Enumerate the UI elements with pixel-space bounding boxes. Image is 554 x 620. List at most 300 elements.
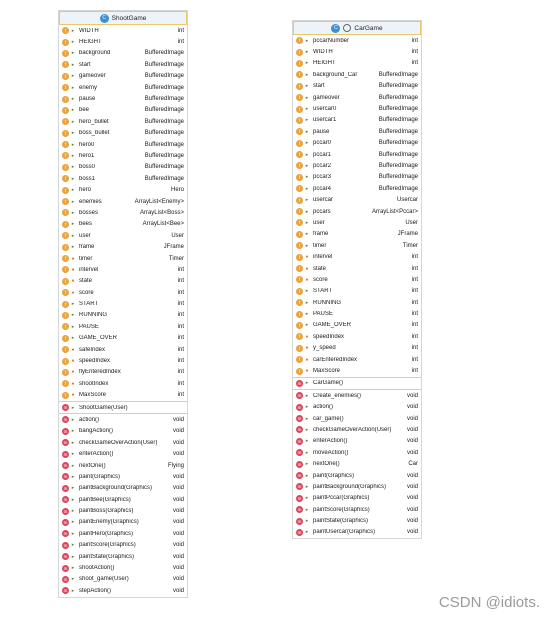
modifier-icon: ▸ (71, 130, 75, 137)
member-type: int (411, 368, 418, 375)
member-type: Hero (170, 187, 184, 194)
field-row[interactable] (59, 333, 187, 344)
field-row[interactable] (59, 276, 187, 287)
member-name: GAME_OVER (79, 335, 118, 342)
method-row[interactable] (59, 414, 187, 425)
method-row[interactable] (59, 460, 187, 471)
method-icon: m (63, 565, 68, 571)
member-name: paintState(Graphics) (313, 518, 369, 525)
method-row[interactable] (293, 527, 421, 538)
modifier-icon: ▸ (71, 576, 75, 583)
member-name: pccar2 (313, 162, 332, 169)
method-icon: m (63, 554, 68, 560)
member-type: void (406, 449, 418, 456)
modifier-icon: ▸ (71, 141, 75, 148)
member-type: User (171, 232, 184, 239)
member-type: int (177, 346, 184, 353)
private-lock-icon: ● (305, 333, 309, 340)
modifier-icon: ▸ (71, 221, 75, 228)
field-row[interactable] (293, 81, 421, 92)
member-name: score (79, 289, 94, 296)
methods-section (293, 390, 421, 538)
member-type: void (406, 529, 418, 536)
member-type: BufferedImage (378, 174, 418, 181)
method-row[interactable] (293, 504, 421, 515)
field-row[interactable] (59, 150, 187, 161)
method-row[interactable] (293, 493, 421, 504)
field-icon: f (62, 118, 69, 125)
field-row[interactable] (59, 139, 187, 150)
method-row[interactable] (59, 585, 187, 596)
member-name: MaxScore (313, 368, 341, 375)
modifier-icon: ▸ (305, 438, 309, 445)
modifier-icon: ▸ (71, 508, 75, 515)
member-name: GAME_OVER (313, 322, 352, 329)
member-type: void (172, 451, 184, 458)
field-icon: f (296, 140, 303, 147)
field-row[interactable] (59, 105, 187, 116)
member-name: user (313, 219, 325, 226)
field-icon: f (62, 335, 69, 342)
field-row[interactable] (59, 173, 187, 184)
modifier-icon: ▸ (305, 219, 309, 226)
member-name: enemies (79, 198, 102, 205)
member-type: void (172, 439, 184, 446)
field-icon: f (62, 255, 69, 262)
method-icon: m (297, 495, 302, 501)
member-type: void (406, 495, 418, 502)
method-row[interactable] (59, 483, 187, 494)
member-type: int (177, 27, 184, 34)
method-row[interactable] (59, 517, 187, 528)
member-name: user (79, 232, 91, 239)
field-row[interactable] (59, 344, 187, 355)
field-row[interactable] (293, 320, 421, 331)
field-row[interactable] (59, 390, 187, 401)
modifier-icon: ▸ (71, 496, 75, 503)
field-icon: f (296, 128, 303, 135)
method-row[interactable] (293, 447, 421, 458)
member-type: BufferedImage (378, 185, 418, 192)
member-name: WIDTH (79, 27, 99, 34)
member-type: int (177, 312, 184, 319)
member-type: Timer (168, 255, 184, 262)
member-name: state (313, 265, 327, 272)
member-type: ArrayList<Boss> (139, 209, 184, 216)
method-row[interactable] (293, 402, 421, 413)
field-row[interactable] (59, 59, 187, 70)
field-icon: f (296, 219, 303, 226)
member-name: pccar0 (313, 140, 332, 147)
modifier-icon: ▸ (71, 232, 75, 239)
modifier-icon: ▸ (305, 426, 309, 433)
member-name: usercar1 (313, 117, 337, 124)
modifier-icon: ▸ (305, 49, 309, 56)
field-row[interactable] (293, 115, 421, 126)
field-row[interactable] (293, 263, 421, 274)
member-type: BufferedImage (144, 164, 184, 171)
field-row[interactable] (293, 331, 421, 342)
method-row[interactable] (293, 390, 421, 401)
member-type: int (411, 356, 418, 363)
method-icon: m (63, 531, 68, 537)
field-row[interactable] (293, 365, 421, 376)
modifier-icon: ▸ (305, 495, 309, 502)
member-type: BufferedImage (144, 152, 184, 159)
field-row[interactable] (59, 241, 187, 252)
field-icon: f (62, 164, 69, 171)
member-type: Timer (402, 242, 418, 249)
member-type: void (406, 506, 418, 513)
field-row[interactable] (59, 128, 187, 139)
modifier-icon: ▸ (305, 404, 309, 411)
member-name: background_Car (313, 71, 358, 78)
field-row[interactable] (293, 286, 421, 297)
field-row[interactable] (59, 355, 187, 366)
modifier-icon: ▸ (305, 449, 309, 456)
field-row[interactable] (59, 321, 187, 332)
member-type: ArrayList<Pccar> (371, 208, 418, 215)
field-row[interactable] (59, 48, 187, 59)
method-row[interactable] (59, 540, 187, 551)
member-type: void (172, 576, 184, 583)
field-row[interactable] (293, 240, 421, 251)
member-name: start (79, 61, 91, 68)
field-row[interactable] (293, 149, 421, 160)
field-row[interactable] (59, 264, 187, 275)
member-name: paintBackground(Graphics) (79, 485, 153, 492)
modifier-icon: ▸ (305, 242, 309, 249)
field-row[interactable] (59, 71, 187, 82)
field-icon: f (296, 265, 303, 272)
method-row[interactable] (293, 458, 421, 469)
field-row[interactable] (59, 287, 187, 298)
field-icon: f (296, 117, 303, 124)
constructor-row[interactable] (293, 378, 421, 389)
field-icon: f (62, 152, 69, 159)
member-type: JFrame (163, 244, 184, 251)
field-icon: f (296, 174, 303, 181)
method-row[interactable] (59, 471, 187, 482)
field-icon: f (296, 345, 303, 352)
member-type: BufferedImage (378, 162, 418, 169)
field-icon: f (62, 289, 69, 296)
member-name: hero (79, 187, 92, 194)
method-row[interactable] (293, 436, 421, 447)
modifier-icon: ▸ (305, 322, 309, 329)
modifier-icon: ▸ (305, 529, 309, 536)
member-type: void (406, 426, 418, 433)
field-icon: f (62, 175, 69, 182)
field-row[interactable] (59, 219, 187, 230)
field-icon: f (62, 73, 69, 80)
shootgame-class-box (58, 10, 188, 598)
member-type: void (172, 496, 184, 503)
member-name: paintScore(Graphics) (79, 542, 136, 549)
field-row[interactable] (293, 46, 421, 57)
modifier-icon: ▸ (305, 311, 309, 318)
field-icon: f (62, 130, 69, 137)
method-icon: m (297, 473, 302, 479)
modifier-icon: ▸ (305, 174, 309, 181)
private-lock-icon: ● (305, 265, 309, 272)
modifier-icon: ▸ (305, 197, 309, 204)
member-name: shootIndex (79, 380, 109, 387)
member-name: boss0 (79, 164, 96, 171)
field-row[interactable] (59, 25, 187, 36)
member-name: carEnteredIndex (313, 356, 358, 363)
field-row[interactable] (293, 206, 421, 217)
field-row[interactable] (59, 93, 187, 104)
member-type: int (177, 369, 184, 376)
class-title: ShootGame (111, 14, 147, 22)
field-row[interactable] (293, 229, 421, 240)
member-name: paintBackground(Graphics) (313, 483, 387, 490)
private-lock-icon: ● (305, 254, 309, 261)
method-row[interactable] (59, 528, 187, 539)
method-row[interactable] (59, 551, 187, 562)
field-icon: f (62, 198, 69, 205)
field-icon: f (62, 369, 69, 376)
method-icon: m (63, 440, 68, 446)
modifier-icon: ▸ (71, 301, 75, 308)
modifier-icon: ▸ (71, 312, 75, 319)
method-icon: m (297, 461, 302, 467)
field-row[interactable] (293, 251, 421, 262)
member-name: frame (313, 231, 329, 238)
field-row[interactable] (293, 69, 421, 80)
field-icon: f (296, 106, 303, 113)
modifier-icon: ▸ (71, 416, 75, 423)
member-type: void (406, 404, 418, 411)
field-icon: f (296, 94, 303, 101)
private-lock-icon: ● (71, 392, 75, 399)
field-icon: f (296, 231, 303, 238)
field-row[interactable] (59, 196, 187, 207)
field-row[interactable] (293, 274, 421, 285)
field-icon: f (62, 221, 69, 228)
field-icon: f (62, 312, 69, 319)
member-type: ArrayList<Enemy> (134, 198, 184, 205)
member-type: BufferedImage (144, 175, 184, 182)
member-name: enterAction() (79, 451, 114, 458)
member-name: bee (79, 107, 90, 114)
modifier-icon: ▸ (305, 185, 309, 192)
member-name: background (79, 50, 111, 57)
member-type: BufferedImage (144, 130, 184, 137)
method-icon: m (297, 380, 302, 386)
method-icon: m (63, 428, 68, 434)
modifier-icon: ▸ (305, 117, 309, 124)
member-type: int (411, 37, 418, 44)
method-row[interactable] (293, 481, 421, 492)
method-icon: m (297, 416, 302, 422)
member-name: CarGame() (313, 380, 344, 387)
field-row[interactable] (293, 160, 421, 171)
method-row[interactable] (293, 424, 421, 435)
method-icon: m (63, 417, 68, 423)
modifier-icon: ▸ (71, 553, 75, 560)
field-row[interactable] (59, 378, 187, 389)
member-type: void (406, 392, 418, 399)
field-icon: f (62, 232, 69, 239)
method-icon: m (297, 529, 302, 535)
field-row[interactable] (293, 343, 421, 354)
field-row[interactable] (293, 172, 421, 183)
member-name: paintPccar(Graphics) (313, 495, 370, 502)
member-name: bosses (79, 209, 99, 216)
field-row[interactable] (59, 116, 187, 127)
field-row[interactable] (59, 310, 187, 321)
member-type: ArrayList<Bee> (142, 221, 184, 228)
member-name: intervel (313, 254, 333, 261)
modifier-icon: ▸ (305, 380, 309, 387)
field-row[interactable] (293, 308, 421, 319)
method-icon: m (297, 450, 302, 456)
member-type: void (172, 542, 184, 549)
member-type: int (177, 278, 184, 285)
member-type: void (406, 518, 418, 525)
method-row[interactable] (59, 562, 187, 573)
field-row[interactable] (293, 297, 421, 308)
field-row[interactable] (293, 103, 421, 114)
field-row[interactable] (59, 230, 187, 241)
member-type: int (411, 49, 418, 56)
modifier-icon: ▸ (305, 37, 309, 44)
modifier-icon: ▸ (305, 94, 309, 101)
modifier-icon: ▸ (305, 128, 309, 135)
field-row[interactable] (293, 217, 421, 228)
field-row[interactable] (59, 162, 187, 173)
field-row[interactable] (293, 138, 421, 149)
modifier-icon: ▸ (71, 473, 75, 480)
member-type: void (172, 553, 184, 560)
class-icon: C (331, 24, 340, 33)
field-row[interactable] (293, 126, 421, 137)
method-row[interactable] (293, 413, 421, 424)
modifier-icon: ▸ (71, 96, 75, 103)
field-icon: f (62, 209, 69, 216)
field-row[interactable] (293, 354, 421, 365)
modifier-icon: ▸ (71, 462, 75, 469)
member-type: BufferedImage (144, 73, 184, 80)
member-name: frame (79, 244, 95, 251)
method-row[interactable] (293, 515, 421, 526)
constructors-section (293, 378, 421, 389)
modifier-icon: ▸ (305, 518, 309, 525)
member-type: void (172, 428, 184, 435)
field-row[interactable] (59, 207, 187, 218)
fields-section (59, 25, 187, 401)
member-type: int (411, 299, 418, 306)
field-row[interactable] (293, 194, 421, 205)
visibility-icon (343, 24, 351, 32)
member-name: bees (79, 221, 93, 228)
member-type: BufferedImage (144, 50, 184, 57)
member-type: BufferedImage (378, 140, 418, 147)
field-row[interactable] (59, 36, 187, 47)
modifier-icon: ▸ (305, 506, 309, 513)
field-icon: f (296, 276, 303, 283)
field-icon: f (62, 39, 69, 46)
member-type: JFrame (397, 231, 418, 238)
field-row[interactable] (293, 35, 421, 46)
member-type: void (172, 587, 184, 594)
member-name: car_game() (313, 415, 344, 422)
field-icon: f (62, 84, 69, 91)
private-lock-icon: ● (305, 345, 309, 352)
member-type: BufferedImage (144, 84, 184, 91)
modifier-icon: ▸ (71, 152, 75, 159)
field-row[interactable] (59, 253, 187, 264)
method-row[interactable] (59, 437, 187, 448)
field-row[interactable] (59, 367, 187, 378)
modifier-icon: ▸ (71, 209, 75, 216)
member-type: void (172, 508, 184, 515)
field-icon: f (296, 288, 303, 295)
field-icon: f (62, 244, 69, 251)
private-lock-icon: ● (71, 380, 75, 387)
modifier-icon: ▸ (305, 162, 309, 169)
field-row[interactable] (59, 184, 187, 195)
member-name: checkGameOverAction(User) (79, 439, 158, 446)
modifier-icon: ▸ (71, 530, 75, 537)
member-type: int (177, 358, 184, 365)
field-icon: f (296, 37, 303, 44)
modifier-icon: ▸ (71, 73, 75, 80)
member-type: User (405, 219, 418, 226)
method-row[interactable] (59, 574, 187, 585)
fields-section (293, 35, 421, 377)
member-name: hero0 (79, 141, 95, 148)
method-row[interactable] (293, 470, 421, 481)
member-type: int (177, 392, 184, 399)
member-name: pause (79, 96, 96, 103)
member-type: BufferedImage (144, 118, 184, 125)
field-row[interactable] (59, 298, 187, 309)
field-row[interactable] (59, 82, 187, 93)
member-name: shoot_game(User) (79, 576, 129, 583)
private-lock-icon: ● (305, 276, 309, 283)
private-lock-icon: ● (71, 346, 75, 353)
modifier-icon: ▸ (305, 83, 309, 90)
field-row[interactable] (293, 92, 421, 103)
method-row[interactable] (59, 505, 187, 516)
field-icon: f (62, 50, 69, 57)
method-icon: m (63, 542, 68, 548)
member-name: hero1 (79, 152, 95, 159)
class-header (59, 11, 187, 25)
member-type: void (406, 472, 418, 479)
method-row[interactable] (59, 448, 187, 459)
method-row[interactable] (59, 494, 187, 505)
modifier-icon: ▸ (71, 565, 75, 572)
member-name: paintUsercar(Graphics) (313, 529, 376, 536)
member-type: int (411, 276, 418, 283)
member-type: int (177, 266, 184, 273)
member-name: paintHero(Graphics) (79, 530, 134, 537)
field-row[interactable] (293, 183, 421, 194)
field-row[interactable] (293, 58, 421, 69)
field-icon: f (296, 322, 303, 329)
field-icon: f (296, 299, 303, 306)
constructor-row[interactable] (59, 402, 187, 413)
method-row[interactable] (59, 426, 187, 437)
method-icon: m (63, 588, 68, 594)
member-type: void (172, 485, 184, 492)
member-name: stepAction() (79, 587, 112, 594)
member-type: BufferedImage (144, 96, 184, 103)
